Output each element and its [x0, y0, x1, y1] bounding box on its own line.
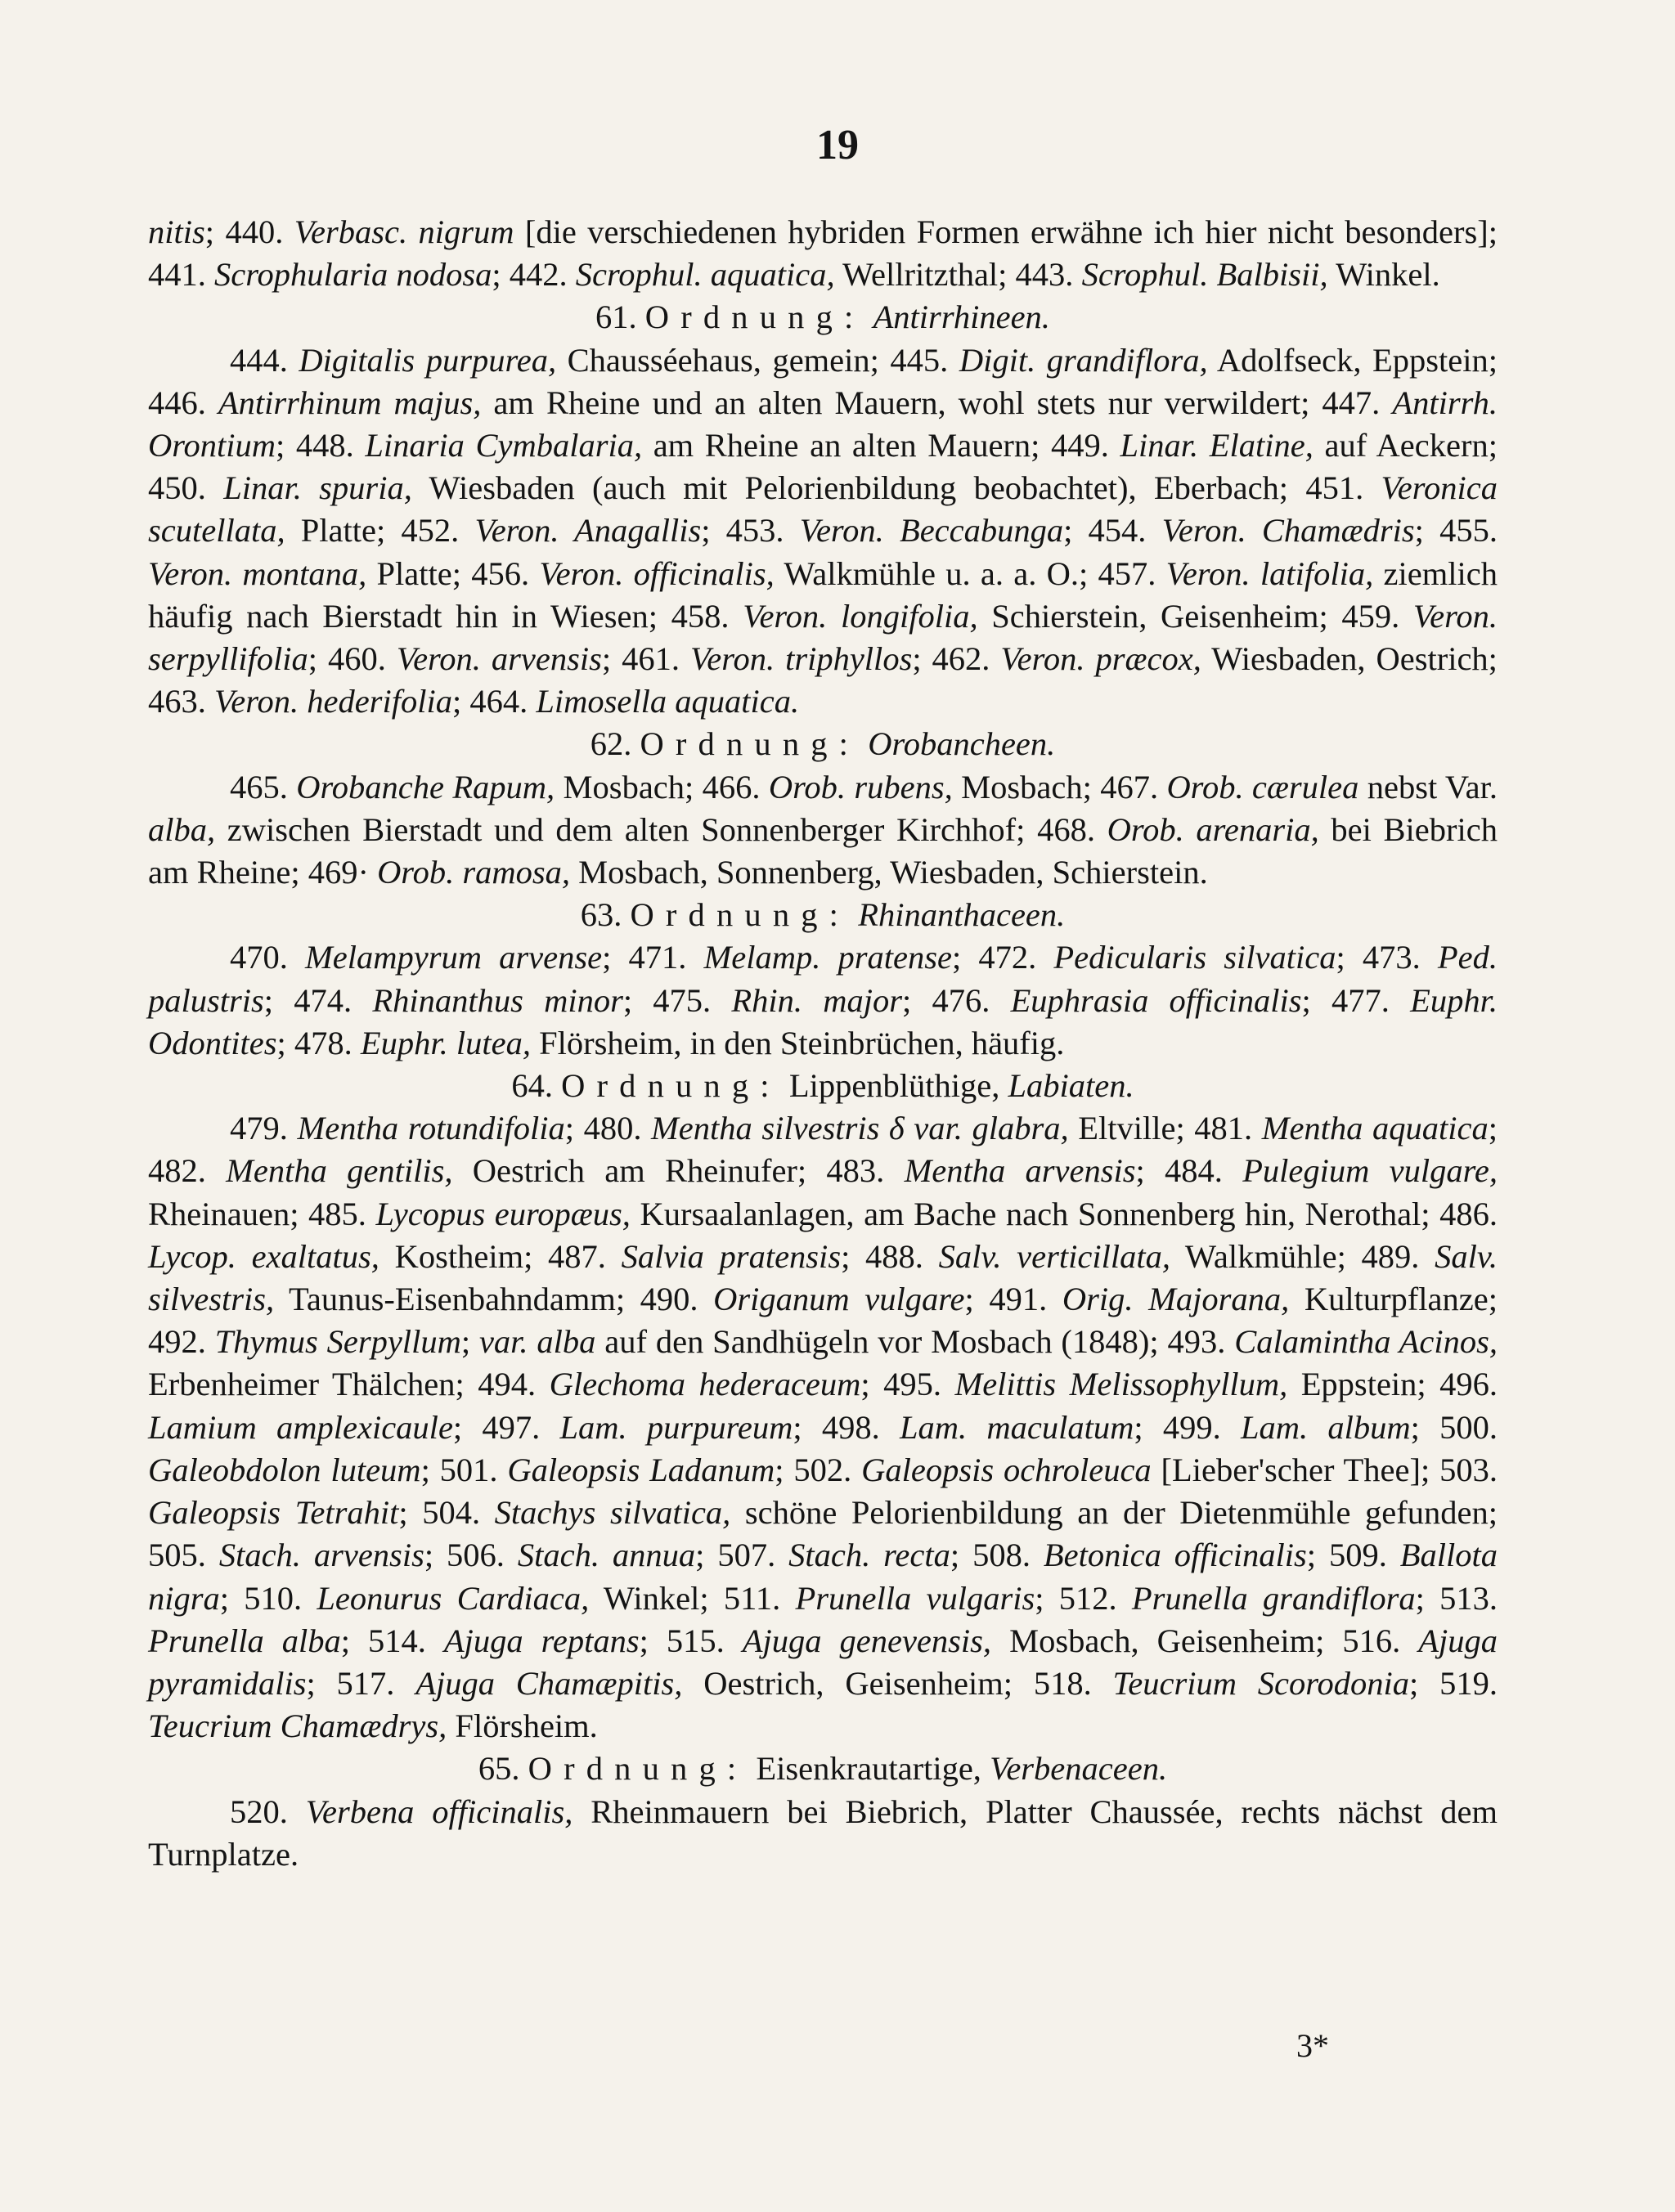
taxon-name: Mentha rotundifolia — [297, 1110, 565, 1147]
taxon-name: nitis — [148, 213, 205, 250]
text-run: Kulturpflanze; 492. — [148, 1281, 1498, 1361]
taxon-name: Euphr. lutea, — [360, 1024, 532, 1061]
text-run: nebst Var. — [1358, 768, 1498, 805]
text-run: Flörsheim. — [447, 1707, 598, 1745]
text-run: Mosbach; 466. — [555, 768, 769, 805]
taxon-name: Veron. officinalis, — [539, 554, 775, 592]
taxon-name: Ped. palustris — [148, 939, 1498, 1019]
text-run: am Rheine an alten Mauern; 449. — [642, 427, 1120, 464]
text-run: ; 464. — [451, 683, 537, 720]
text-run: ; 512. — [1035, 1579, 1132, 1617]
text-run: ; 506. — [424, 1537, 518, 1574]
taxon-name: Salvia pratensis — [621, 1237, 842, 1275]
taxon-name: Orig. Majorana, — [1062, 1281, 1290, 1318]
order-word: Ordnung: — [561, 1067, 781, 1105]
taxon-name: Antirrh. Orontium — [148, 384, 1498, 464]
taxon-name: Galeopsis Tetrahit — [148, 1494, 399, 1532]
taxon-name: Digitalis purpurea, — [299, 341, 557, 379]
text-run: ; 519. — [1409, 1664, 1498, 1702]
taxon-name: Veron. arvensis — [396, 640, 602, 678]
text-run: am Rheine und an alten Mauern, wohl stets nur verwildert; 447. — [481, 384, 1393, 421]
text-run: ; 474. — [263, 981, 373, 1019]
text-run: ; 509. — [1306, 1537, 1400, 1574]
order-number: 61. — [595, 298, 637, 336]
taxon-name: Ajuga pyramidalis — [148, 1622, 1498, 1702]
text-run: Walkmühle; 489. — [1170, 1237, 1435, 1275]
taxon-name: Teucrium Scorodonia — [1112, 1664, 1410, 1702]
taxon-name: Ballota nigra — [148, 1537, 1498, 1617]
text-run: ; 501. — [420, 1451, 508, 1488]
taxon-name: Verbenaceen. — [990, 1750, 1168, 1788]
taxon-name: Rhinanthus minor — [372, 981, 623, 1019]
taxon-name: Ajuga Chamæpitis, — [415, 1664, 683, 1702]
taxon-name: Stach. arvensis — [218, 1537, 424, 1574]
text-run: Mosbach, Geisenheim; 516. — [991, 1622, 1419, 1659]
text-run: 470. — [230, 939, 306, 976]
species-paragraph — [148, 1791, 1498, 1876]
taxon-name: Limosella aquatica. — [536, 683, 800, 720]
text-run: Winkel; 511. — [589, 1579, 796, 1617]
taxon-name: Veron. longifolia, — [743, 597, 978, 635]
text-run: Flörsheim, in den Steinbrüchen, häufig. — [531, 1024, 1065, 1061]
text-run: ; — [460, 1323, 479, 1361]
order-word: Ordnung: — [644, 298, 865, 336]
taxon-name: Lam. purpureum — [559, 1408, 793, 1446]
taxon-name: Stach. annua — [517, 1537, 696, 1574]
text-run: ; 507. — [695, 1537, 789, 1574]
taxon-name: Orob. arenaria, — [1107, 810, 1319, 848]
text-run: ; 502. — [775, 1451, 862, 1488]
text-run: ; 491. — [964, 1281, 1062, 1318]
order-number: 65. — [478, 1750, 520, 1788]
taxon-name: Linar. Elatine, — [1120, 427, 1314, 464]
text-run: ; 461. — [601, 640, 690, 678]
text-run: Platte; 456. — [366, 554, 540, 592]
text-run: ; 484. — [1135, 1152, 1243, 1190]
order-heading — [148, 1065, 1498, 1107]
species-paragraph — [148, 1107, 1498, 1748]
text-run: Eppstein; 496. — [1287, 1366, 1498, 1403]
text-run: bei Biebrich am Rheine; 469· — [148, 810, 1498, 891]
text-run: Oestrich am Rheinufer; 483. — [452, 1152, 905, 1190]
text-run: ; 448. — [276, 427, 366, 464]
taxon-name: Veron. serpyllifolia — [148, 597, 1498, 678]
text-run: ; 476. — [902, 981, 1011, 1019]
text-run: ; 513. — [1415, 1579, 1498, 1617]
text-run: Rheinauen; 485. — [148, 1195, 376, 1232]
taxon-name: Scrophul. Balbisii, — [1081, 256, 1328, 294]
text-run: ; 477. — [1301, 981, 1411, 1019]
taxon-name: Galeopsis ochroleuca — [861, 1451, 1152, 1488]
text-run: ; 475. — [622, 981, 732, 1019]
text-run: Wellritzthal; 443. — [834, 256, 1082, 294]
text-run: Schierstein, Geisenheim; 459. — [977, 597, 1413, 635]
taxon-name: Veronica scutellata, — [148, 469, 1498, 550]
text-run: Mosbach, Sonnenberg, Wiesbaden, Schierstein. — [569, 854, 1208, 891]
order-number: 64. — [511, 1067, 553, 1105]
taxon-name: Origanum vulgare — [713, 1281, 965, 1318]
taxon-name: Orob. rubens, — [768, 768, 953, 805]
taxon-name: Glechoma hederaceum — [549, 1366, 861, 1403]
taxon-name: Veron. Chamædris — [1161, 512, 1415, 550]
taxon-name: Calamintha Acinos, — [1234, 1323, 1498, 1361]
taxon-name: Melamp. pratense — [703, 939, 952, 976]
text-run: auf den Sandhügeln vor Mosbach (1848); 493. — [595, 1323, 1235, 1361]
text-run: ; 455. — [1414, 512, 1498, 550]
text-run: ; 442. — [492, 256, 576, 294]
taxon-name: Rhin. major — [731, 981, 902, 1019]
taxon-name: Veron. Anagallis — [474, 512, 702, 550]
taxon-name: Stach. recta — [788, 1537, 950, 1574]
text-run: 520. — [230, 1792, 306, 1830]
order-heading — [148, 894, 1498, 936]
taxon-name: Antirrhinum majus, — [218, 384, 482, 421]
text-run: ; 482. — [148, 1110, 1498, 1190]
order-word: Ordnung: — [630, 896, 851, 934]
taxon-name: Prunella grandiflora — [1131, 1579, 1416, 1617]
order-word: Ordnung: — [640, 725, 860, 763]
text-run: Eltville; 481. — [1068, 1110, 1262, 1147]
text-run: ; 504. — [398, 1494, 495, 1532]
taxon-name: Mentha gentilis, — [226, 1152, 453, 1190]
text-run: ; 480. — [564, 1110, 652, 1147]
taxon-name: Euphr. Odontites — [148, 981, 1498, 1061]
taxon-name: Stachys silvatica, — [494, 1494, 731, 1532]
text-run: Adolfseck, Eppstein; 446. — [148, 341, 1498, 421]
text-run: ; 497. — [452, 1408, 560, 1446]
taxon-name: Veron. Beccabunga — [799, 512, 1064, 550]
text-run: Winkel. — [1327, 256, 1440, 294]
taxon-name: Veron. montana, — [148, 554, 367, 592]
text-run: ; 495. — [860, 1366, 955, 1403]
text-run: Oestrich, Geisenheim; 518. — [682, 1664, 1113, 1702]
taxon-name: Teucrium Chamædrys, — [148, 1707, 447, 1745]
text-run: ziemlich häufig nach Bierstadt hin in Wiesen; 458. — [148, 554, 1498, 635]
taxon-name: Scrophularia nodosa — [214, 256, 492, 294]
taxon-name: Salv. verticillata, — [938, 1237, 1170, 1275]
text-run: Walkmühle u. a. a. O.; 457. — [774, 554, 1166, 592]
text-run: ; 517. — [306, 1664, 416, 1702]
text-run: [die verschiedenen hybriden Formen erwähne ich hier nicht besonders]; 441. — [148, 213, 1498, 294]
taxon-name: Pedicularis silvatica — [1053, 939, 1336, 976]
species-paragraph — [148, 766, 1498, 895]
taxon-name: Ajuga reptans — [443, 1622, 640, 1659]
taxon-name: Lam. album — [1240, 1408, 1411, 1446]
taxon-name: Galeobdolon luteum — [148, 1451, 421, 1488]
text-run: Taunus-Eisenbahndamm; 490. — [274, 1281, 714, 1318]
taxon-name: Orob. ramosa, — [377, 854, 570, 891]
text-run: 465. — [230, 768, 297, 805]
body-text — [148, 211, 1498, 1876]
page-number: 19 — [816, 122, 859, 168]
text-run: ; 500. — [1410, 1408, 1498, 1446]
text-run: ; 472. — [951, 939, 1054, 976]
text-run: ; 440. — [204, 213, 294, 250]
taxon-name: Betonica officinalis — [1043, 1537, 1307, 1574]
taxon-name: Verbasc. nigrum — [294, 213, 514, 250]
signature-mark: 3* — [1296, 2027, 1329, 2064]
species-paragraph — [148, 339, 1498, 724]
taxon-name: Salv. silvestris, — [148, 1237, 1498, 1318]
taxon-name: Melampyrum arvense — [305, 939, 603, 976]
order-heading — [148, 296, 1498, 339]
taxon-name: Veron. latifolia, — [1165, 554, 1374, 592]
taxon-name: Digit. grandiflora, — [959, 341, 1208, 379]
text-run: ; 454. — [1063, 512, 1162, 550]
taxon-name: Galeopsis Ladanum — [507, 1451, 775, 1488]
order-heading — [148, 723, 1498, 765]
taxon-name: Linar. spuria, — [223, 469, 412, 507]
text-run: ; 508. — [950, 1537, 1044, 1574]
taxon-name: Labiaten. — [1008, 1067, 1134, 1105]
text-run: schöne Pelorienbildung an der Dietenmühle gefunden; 505. — [148, 1494, 1498, 1574]
text-run: Eisenkrautartige, — [756, 1750, 990, 1788]
text-run: Wiesbaden, Oestrich; 463. — [148, 640, 1498, 720]
taxon-name: Rhinanthaceen. — [858, 896, 1066, 934]
order-word: Ordnung: — [528, 1750, 748, 1788]
text-run: ; 514. — [340, 1622, 444, 1659]
taxon-name: Prunella alba — [148, 1622, 341, 1659]
taxon-name: Orobancheen. — [868, 725, 1056, 763]
taxon-name: Orobanche Rapum, — [296, 768, 555, 805]
taxon-name: var. alba — [478, 1323, 596, 1361]
taxon-name: Verbena officinalis, — [305, 1792, 573, 1830]
text-run: Chausséehaus, gemein; 445. — [556, 341, 959, 379]
taxon-name: Prunella vulgaris — [795, 1579, 1035, 1617]
text-run: Erbenheimer Thälchen; 494. — [148, 1366, 550, 1403]
taxon-name: Lycop. exaltatus, — [148, 1237, 379, 1275]
order-heading — [148, 1748, 1498, 1790]
order-number: 63. — [580, 896, 622, 934]
text-run: ; 473. — [1336, 939, 1438, 976]
text-run: 479. — [230, 1110, 298, 1147]
species-paragraph — [148, 936, 1498, 1065]
taxon-name: Lam. maculatum — [900, 1408, 1134, 1446]
text-run: ; 515. — [639, 1622, 743, 1659]
text-run: Kursaalanlagen, am Bache nach Sonnenberg hin, Nerothal; 486. — [630, 1195, 1498, 1232]
taxon-name: Linaria Cymbalaria, — [365, 427, 643, 464]
text-run: ; 478. — [276, 1024, 361, 1061]
taxon-name: Mentha silvestris δ var. glabra, — [651, 1110, 1069, 1147]
text-run: Kostheim; 487. — [379, 1237, 622, 1275]
text-run: ; 462. — [912, 640, 1001, 678]
taxon-name: Antirrhineen. — [873, 298, 1050, 336]
text-run: ; 510. — [219, 1579, 317, 1617]
text-run: 444. — [230, 341, 299, 379]
text-run: ; 488. — [841, 1237, 939, 1275]
taxon-name: Scrophul. aquatica, — [575, 256, 835, 294]
taxon-name: Mentha arvensis — [904, 1152, 1136, 1190]
text-run: [Lieber'scher Thee]; 503. — [1151, 1451, 1498, 1488]
taxon-name: alba, — [148, 810, 216, 848]
text-run: ; 460. — [308, 640, 397, 678]
text-run: Rheinmauern bei Biebrich, Platter Chaussée, rechts nächst dem Turnplatze. — [148, 1792, 1498, 1873]
text-run: ; 471. — [602, 939, 704, 976]
species-paragraph — [148, 211, 1498, 296]
taxon-name: Orob. cærulea — [1166, 768, 1359, 805]
text-run: ; 498. — [793, 1408, 900, 1446]
text-run: Mosbach; 467. — [952, 768, 1167, 805]
taxon-name: Pulegium vulgare, — [1242, 1152, 1498, 1190]
taxon-name: Lycopus europæus, — [375, 1195, 631, 1232]
text-run: auf Aeckern; 450. — [148, 427, 1498, 507]
taxon-name: Mentha aquatica — [1261, 1110, 1489, 1147]
text-run: Platte; 452. — [285, 512, 475, 550]
taxon-name: Melittis Melissophyllum, — [954, 1366, 1288, 1403]
order-number: 62. — [590, 725, 632, 763]
text-run: Lippenblüthige, — [788, 1067, 1008, 1105]
text-run: zwischen Bierstadt und dem alten Sonnenberger Kirchhof; 468. — [215, 810, 1107, 848]
taxon-name: Euphrasia officinalis — [1010, 981, 1302, 1019]
text-run: ; 499. — [1134, 1408, 1241, 1446]
text-run: Wiesbaden (auch mit Pelorienbildung beobachtet), Eberbach; 451. — [411, 469, 1381, 507]
taxon-name: Veron. triphyllos — [689, 640, 913, 678]
taxon-name: Ajuga genevensis, — [742, 1622, 992, 1659]
taxon-name: Veron. præcox, — [1000, 640, 1201, 678]
taxon-name: Lamium amplexicaule — [148, 1408, 453, 1446]
taxon-name: Veron. hederifolia — [214, 683, 452, 720]
text-run: ; 453. — [701, 512, 800, 550]
taxon-name: Thymus Serpyllum — [214, 1323, 461, 1361]
taxon-name: Leonurus Cardiaca, — [317, 1579, 590, 1617]
